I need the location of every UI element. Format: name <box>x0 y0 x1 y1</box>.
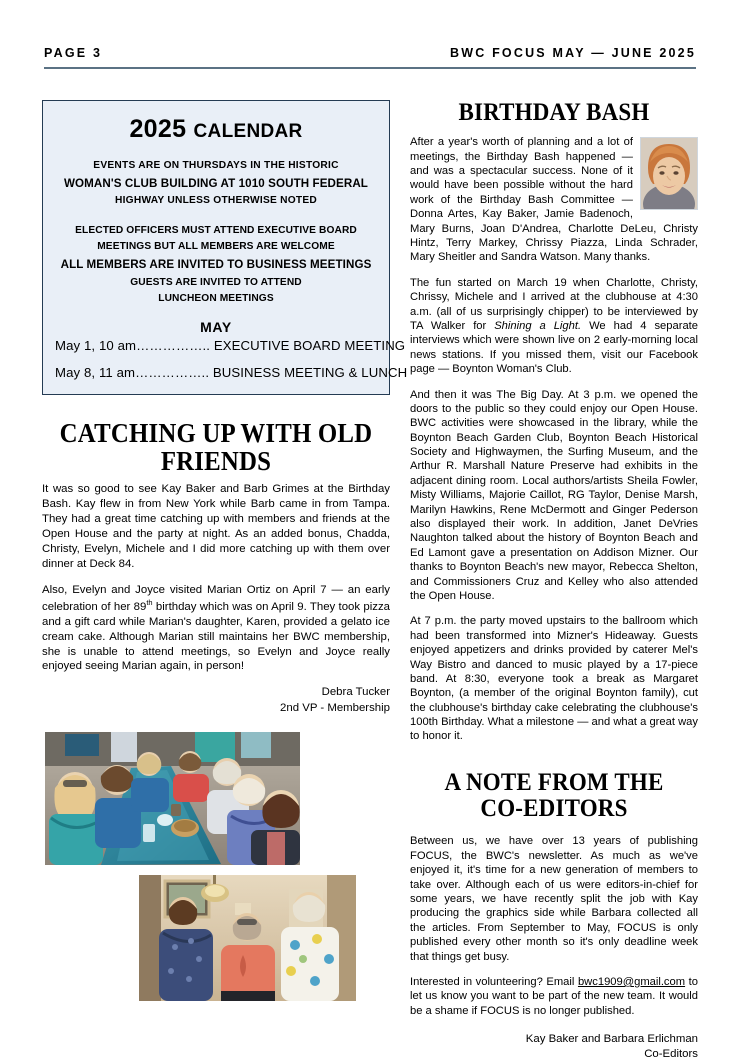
catching-up-paragraph <box>42 583 390 674</box>
calendar-policy-line-3: ALL MEMBERS ARE INVITED TO BUSINESS MEETINGS <box>60 257 372 271</box>
photo-three-women <box>139 875 356 1001</box>
co-editors-paragraph-part-a: Interested in volunteering? Email <box>410 975 578 988</box>
portrait-photo <box>640 137 698 210</box>
photo-group-at-table-image <box>45 732 300 865</box>
catching-up-signoff <box>42 685 390 716</box>
birthday-bash-paragraph: At 7 p.m. the party moved upstairs to the ballroom which had been transformed into Mizner's Hideaway. Guests enjoyed appetizers and drinks provided by caterer Mel's Way Bistro and danced to music played by a 17-piece band. At 8:30, everyone took a break as Margaret Boynton, (a member of the original Boynton family), cut the clubhouse's birthday cake celebrating the clubhouse's 100th Birthday. What a milestone — and what a great way to honor it. <box>410 615 698 743</box>
calendar-notice-line-3: HIGHWAY UNLESS OTHERWISE NOTED <box>114 195 318 207</box>
calendar-notice-line-2: WOMAN'S CLUB BUILDING AT 1010 SOUTH FEDERAL <box>64 176 368 190</box>
signoff-title: Co-Editors <box>644 1048 698 1061</box>
calendar-policy-line-1: ELECTED OFFICERS MUST ATTEND EXECUTIVE BOARD <box>75 224 357 236</box>
co-editors-paragraph-part-b: to let us know you want to be part of the new team. It would be a shame if FOCUS is no longer published. <box>410 975 698 1017</box>
calendar-event-row: May 8, 11 am…………….. BUSINESS MEETING & LUNCH <box>55 364 408 380</box>
page-masthead <box>44 46 696 60</box>
birthday-bash-paragraph-part-a: The fun started on March 19 when Charlotte, Christy, Chrissy, Michele and I arrived at the clubhouse at 4:30 a.m. (all of us surprisingly chipper) to be interviewed by TA Walker for <box>410 276 698 332</box>
page-number-label: PAGE 3 <box>44 46 103 60</box>
birthday-bash-paragraph-part-b: We had 4 separate interviews which were shown live on 2 early-morning local news stations. If you missed them, visit our Facebook page — Boynton Woman's Club. <box>410 319 698 376</box>
publication-title: BWC FOCUS MAY — JUNE 2025 <box>449 46 696 60</box>
calendar-policy-line-2: MEETINGS BUT ALL MEMBERS ARE WELCOME <box>97 241 335 253</box>
email-link[interactable]: bwc1909@gmail.com <box>577 975 686 988</box>
catching-up-paragraph: It was so good to see Kay Baker and Barb Grimes at the Birthday Bash. Kay flew in from New York while Barb came in from Tampa. They had a great time catching up with members and friends at the Open House and the party at night. As an added bonus, Chadda, Christy, Evelyn, Michele and I did more catching up with them over dinner at Deck 84. <box>42 483 390 571</box>
catching-up-heading: CATCHING UP WITH OLD FRIENDS <box>59 417 373 476</box>
birthday-bash-paragraph <box>410 276 698 377</box>
calendar-policy-line-5: LUNCHEON MEETINGS <box>158 293 274 305</box>
calendar-month-heading: MAY <box>200 318 232 335</box>
calendar-event-row: May 1, 10 am…………….. EXECUTIVE BOARD MEETING <box>55 337 406 353</box>
calendar-box <box>42 100 408 395</box>
catching-up-paragraph-part-a: Also, Evelyn and Joyce visited Marian Ortiz on April 7 — an early celebration of her 89 <box>42 583 390 613</box>
calendar-title-word: CALENDAR <box>193 121 303 142</box>
photo-three-women-image <box>139 875 356 1001</box>
ordinal-suffix: th <box>146 597 153 607</box>
calendar-policy-line-4: GUESTS ARE INVITED TO ATTEND <box>130 276 302 288</box>
calendar-notice <box>55 158 377 210</box>
publication-title-italic: Shining a Light. <box>494 319 582 332</box>
co-editors-paragraph: Between us, we have over 13 years of publishing FOCUS, the BWC's newsletter. As much as we've enjoyed it, it's time for a new generation of members to take over. Although each of us were editors-in-chief for some years, we have recently split the job with Kay producing the graphics side while Barbara collected all the articles. From September to May, FOCUS is only published every other month so it's only deadline week that things get busy. <box>410 835 698 963</box>
photo-group-at-table <box>45 732 300 865</box>
masthead-divider <box>44 67 696 69</box>
calendar-notice-line-1: EVENTS ARE ON THURSDAYS IN THE HISTORIC <box>93 160 339 171</box>
calendar-title <box>55 117 377 142</box>
calendar-title-year: 2025 <box>129 115 187 143</box>
birthday-bash-paragraph-text: After a year's worth of planning and a lot of meetings, the Birthday Bash happened — and was a spectacular success. None of it would have been possible without the hard work of the Birthday Bash Committee — Donna Artes, Kay Baker, Jamie Badenoch, Mary Burns, Joan D'Andrea, Charlotte DeLeu, Christy Hintz, Terry Markey, Chrissy Piazza, Linda Schrader, Mary Sheitler and Sandra Watson. Many thanks. <box>410 136 698 264</box>
catching-up-paragraph-part-b: birthday which was on April 9. They took pizza and a gift card while Marian's daughter, Karen, provided a gelato ice cream cake. Although Marian still maintains her BWC membership, she is unable to attend meetings, so Evelyn and Joyce really enjoyed seeing Marian again, in person! <box>42 600 390 673</box>
calendar-policy <box>55 223 377 308</box>
signoff-name: Kay Baker and Barbara Erlichman <box>525 1033 698 1046</box>
birthday-bash-paragraph <box>410 135 698 265</box>
photo-gallery <box>42 732 390 1004</box>
calendar-spacer-2 <box>55 308 377 317</box>
calendar-spacer <box>55 210 377 223</box>
birthday-bash-heading: BIRTHDAY BASH <box>458 99 650 126</box>
birthday-bash-paragraph: And then it was The Big Day. At 3 p.m. we opened the doors to the public so they could enjoy our Open House. BWC activities were showcased in the library, while the Boynton Beach Garden Club, Boynton Beach Historical Society and Highwaymen, the Surfing Museum, and the Arthur R. Marshall Nature Preserve had exhibits in the adjacent dining room. Local authors/artists Sheila Fowler, Misty Williams, Majorie Caillot, RG Taylor, Denise Marsh, Marilyn Hawkins, Rene McDermott and Ginger Pederson also displayed their work. In addition, Janet DeVries Naughton talked about the history of Boynton Beach and Ed Lamont gave a presentation on Addison Mizner. Our thanks to Boynton Beach's new mayor, Rebecca Shelton, and Commissioners Cruz and Kelley who also attended the Open House. <box>410 388 698 602</box>
co-editors-signoff <box>410 1032 698 1063</box>
co-editors-paragraph <box>410 975 698 1018</box>
right-column <box>410 100 698 1063</box>
signoff-name: Debra Tucker <box>321 686 390 699</box>
portrait-photo-image <box>641 138 697 209</box>
signoff-title: 2nd VP - Membership <box>280 701 390 714</box>
co-editors-note-heading: A NOTE FROM THE CO-EDITORS <box>444 768 664 823</box>
left-column <box>42 100 408 1004</box>
